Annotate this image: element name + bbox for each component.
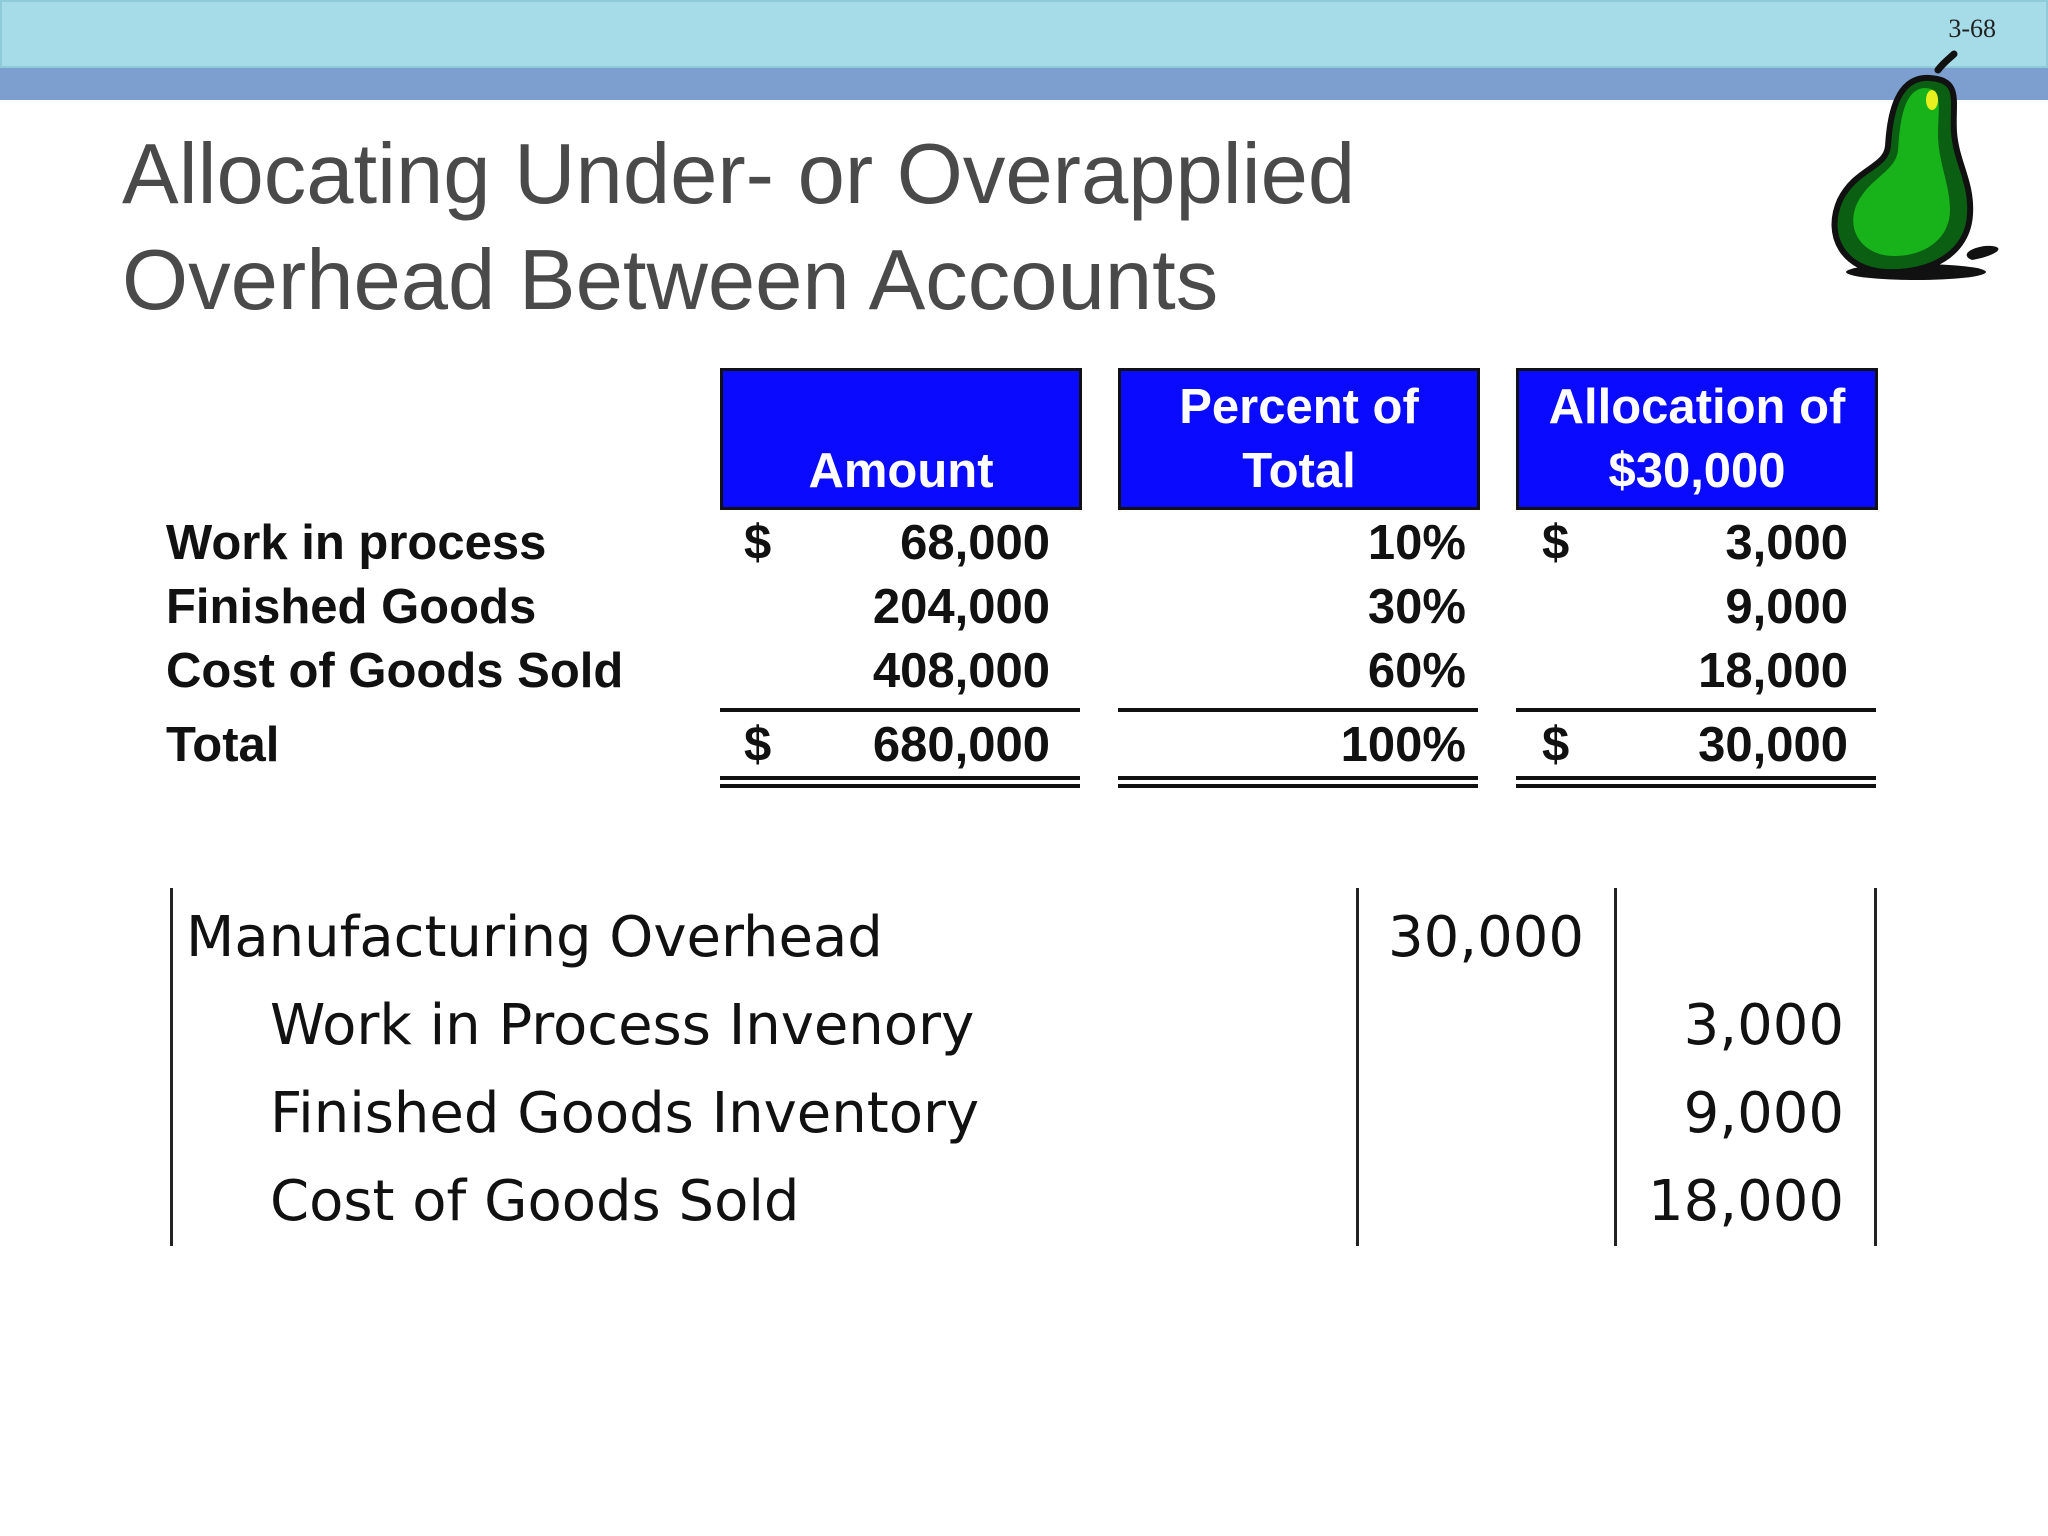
row-allocation-finished-goods: 9,000 [1725,580,1848,634]
slide-title-line-1: Allocating Under- or Overapplied [122,127,1356,222]
header-percent [1118,368,1480,510]
header-allocation-line-2: $30,000 [1608,444,1786,498]
journal-credit-account-wip: Work in Process Invenory [270,993,975,1058]
row-percent-finished-goods: 30% [1367,580,1466,634]
total-amount-sign: $ [744,718,772,772]
slide-title [122,122,1622,334]
journal-credit-amount-finished-goods: 9,000 [1683,1081,1844,1146]
top-banner-stripe [0,68,2048,100]
row-percent-wip: 10% [1367,516,1466,570]
row-percent-cogs: 60% [1367,644,1466,698]
total-label: Total [166,718,280,772]
row-label-wip: Work in process [166,516,547,570]
total-double-rule-amount-1 [720,776,1080,780]
row-amount-sign-wip: $ [744,516,772,570]
row-amount-wip: 68,000 [900,516,1050,570]
slide-number: 3-68 [1948,14,1996,43]
slide-title-line-2: Overhead Between Accounts [122,233,1219,328]
journal-right-border [1874,888,1877,1246]
header-amount-line-2: Amount [808,444,994,498]
journal-credit-account-finished-goods: Finished Goods Inventory [270,1081,980,1146]
total-amount: 680,000 [872,718,1050,772]
total-double-rule-percent-1 [1118,776,1478,780]
total-double-rule-amount-2 [720,784,1080,788]
journal-debit-amount: 30,000 [1388,905,1584,970]
top-banner [0,0,2048,68]
row-label-finished-goods: Finished Goods [166,580,537,634]
subtotal-rule-allocation [1516,708,1876,712]
header-percent-line-1: Percent of [1179,380,1419,434]
total-double-rule-allocation-2 [1516,784,1876,788]
pear-logo [1820,50,2010,280]
journal-credit-divider [1614,888,1617,1246]
row-allocation-cogs: 18,000 [1698,644,1848,698]
journal-debit-account: Manufacturing Overhead [186,905,883,970]
row-label-cogs: Cost of Goods Sold [166,644,624,698]
row-amount-cogs: 408,000 [872,644,1050,698]
journal-credit-amount-wip: 3,000 [1683,993,1844,1058]
total-double-rule-allocation-1 [1516,776,1876,780]
row-allocation-wip: 3,000 [1725,516,1848,570]
journal-credit-amount-cogs: 18,000 [1648,1169,1844,1234]
total-percent: 100% [1340,718,1466,772]
journal-left-border [170,888,173,1246]
row-alloc-sign-wip: $ [1542,516,1570,570]
header-percent-line-2: Total [1242,444,1356,498]
journal-credit-account-cogs: Cost of Goods Sold [270,1169,800,1234]
row-amount-finished-goods: 204,000 [872,580,1050,634]
header-allocation [1516,368,1878,510]
journal-debit-divider [1356,888,1359,1246]
total-double-rule-percent-2 [1118,784,1478,788]
total-allocation: 30,000 [1698,718,1848,772]
subtotal-rule-percent [1118,708,1478,712]
subtotal-rule-amount [720,708,1080,712]
header-allocation-line-1: Allocation of [1548,380,1846,434]
total-alloc-sign: $ [1542,718,1570,772]
header-amount [720,368,1082,510]
